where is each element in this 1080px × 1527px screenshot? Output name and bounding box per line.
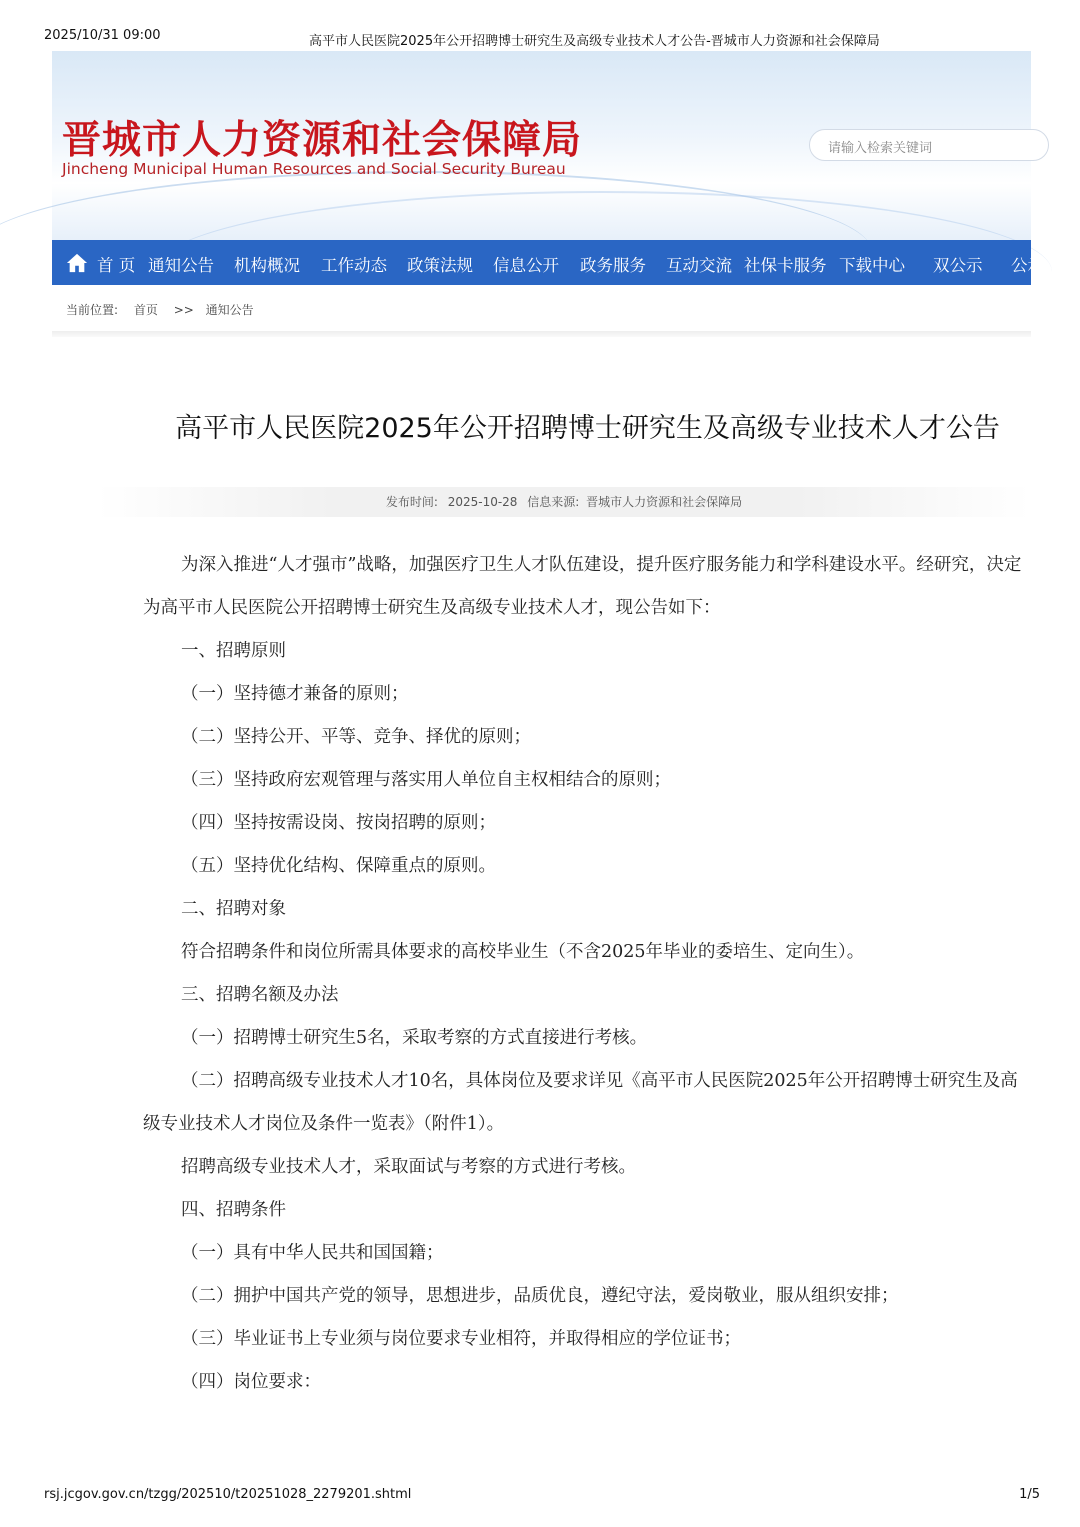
section-heading: 三、招聘名额及办法: [181, 985, 339, 1005]
body-paragraph: （三）坚持政府宏观管理与落实用人单位自主权相结合的原则；: [181, 770, 671, 790]
print-date: 2025/10/31 09:00: [44, 28, 161, 43]
section-heading: 一、招聘原则: [181, 641, 286, 661]
body-paragraph: （二）坚持公开、平等、竞争、择优的原则；: [181, 727, 531, 747]
body-paragraph: （五）坚持优化结构、保障重点的原则。: [181, 856, 496, 876]
nav-item[interactable]: 社保卡服务: [744, 256, 827, 275]
site-logo-title[interactable]: 晋城市人力资源和社会保障局: [62, 117, 583, 163]
nav-item[interactable]: 机构概况: [234, 256, 300, 275]
body-paragraph: （三）毕业证书上专业须与岗位要求专业相符，并取得相应的学位证书；: [181, 1329, 741, 1349]
body-paragraph: （一）招聘博士研究生5名，采取考察的方式直接进行考核。: [181, 1028, 648, 1048]
nav-item[interactable]: 下载中心: [839, 256, 905, 275]
main-nav: [52, 240, 1044, 285]
body-paragraph: （一）具有中华人民共和国国籍；: [181, 1243, 444, 1263]
print-header: [44, 28, 1036, 48]
nav-item[interactable]: 工作动态: [321, 256, 387, 275]
breadcrumb-separator: >>: [173, 303, 194, 317]
body-paragraph: 为深入推进“人才强市”战略，加强医疗卫生人才队伍建设，提升医疗服务能力和学科建设水平。经研究，决定为高平市人民医院公开招聘博士研究生及高级专业技术人才，现公告如下：: [143, 555, 1022, 618]
nav-item[interactable]: 信息公开: [493, 256, 559, 275]
article-meta: [97, 487, 1031, 517]
article-title: 高平市人民医院2025年公开招聘博士研究生及高级专业技术人才公告: [175, 413, 1000, 444]
publish-date-label: 发布时间:: [385, 495, 438, 509]
source-value: 晋城市人力资源和社会保障局: [586, 495, 743, 509]
body-paragraph: （二）招聘高级专业技术人才10名，具体岗位及要求详见《高平市人民医院2025年公开招聘博士研究生及高级专业技术人才岗位及条件一览表》（附件1）。: [143, 1071, 1018, 1134]
print-url: rsj.jcgov.gov.cn/tzgg/202510/t20251028_2279201.shtml: [44, 1487, 412, 1502]
nav-item[interactable]: 政策法规: [407, 256, 473, 275]
body-paragraph: 招聘高级专业技术人才，采取面试与考察的方式进行考核。: [181, 1157, 636, 1177]
breadcrumb-home-link[interactable]: 首页: [133, 303, 158, 317]
section-heading: 四、招聘条件: [181, 1200, 286, 1220]
body-paragraph: （一）坚持德才兼备的原则；: [181, 684, 409, 704]
print-doc-title: 高平市人民医院2025年公开招聘博士研究生及高级专业技术人才公告-晋城市人力资源和社会保障局: [309, 34, 880, 49]
nav-item[interactable]: 互动交流: [666, 256, 732, 275]
section-heading: 二、招聘对象: [181, 899, 286, 919]
body-paragraph: （二）拥护中国共产党的领导，思想进步，品质优良，遵纪守法，爱岗敬业，服从组织安排；: [181, 1286, 899, 1306]
body-paragraph: （四）岗位要求：: [181, 1372, 321, 1392]
nav-item[interactable]: 双公示: [933, 256, 983, 275]
nav-item[interactable]: 政务服务: [580, 256, 646, 275]
article-body: [143, 544, 1033, 1404]
nav-item[interactable]: 公示: [1011, 256, 1044, 275]
source-label: 信息来源:: [527, 495, 580, 509]
page-number: 1/5: [1019, 1487, 1040, 1502]
site-banner: [52, 51, 1031, 240]
breadcrumb: [66, 301, 266, 318]
search-input[interactable]: 请输入检索关键词: [809, 129, 1049, 161]
divider: [52, 331, 1031, 337]
breadcrumb-label: 当前位置:: [66, 303, 119, 317]
site-logo-subtitle: Jincheng Municipal Human Resources and Social Security Bureau: [62, 160, 566, 178]
home-icon[interactable]: [66, 252, 88, 274]
breadcrumb-current-link[interactable]: 通知公告: [205, 303, 254, 317]
nav-item-home[interactable]: 首 页: [97, 256, 136, 275]
body-paragraph: 符合招聘条件和岗位所需具体要求的高校毕业生（不含2025年毕业的委培生、定向生）。: [181, 942, 865, 962]
nav-item[interactable]: 通知公告: [148, 256, 214, 275]
publish-date: 2025-10-28: [447, 495, 518, 509]
body-paragraph: （四）坚持按需设岗、按岗招聘的原则；: [181, 813, 496, 833]
